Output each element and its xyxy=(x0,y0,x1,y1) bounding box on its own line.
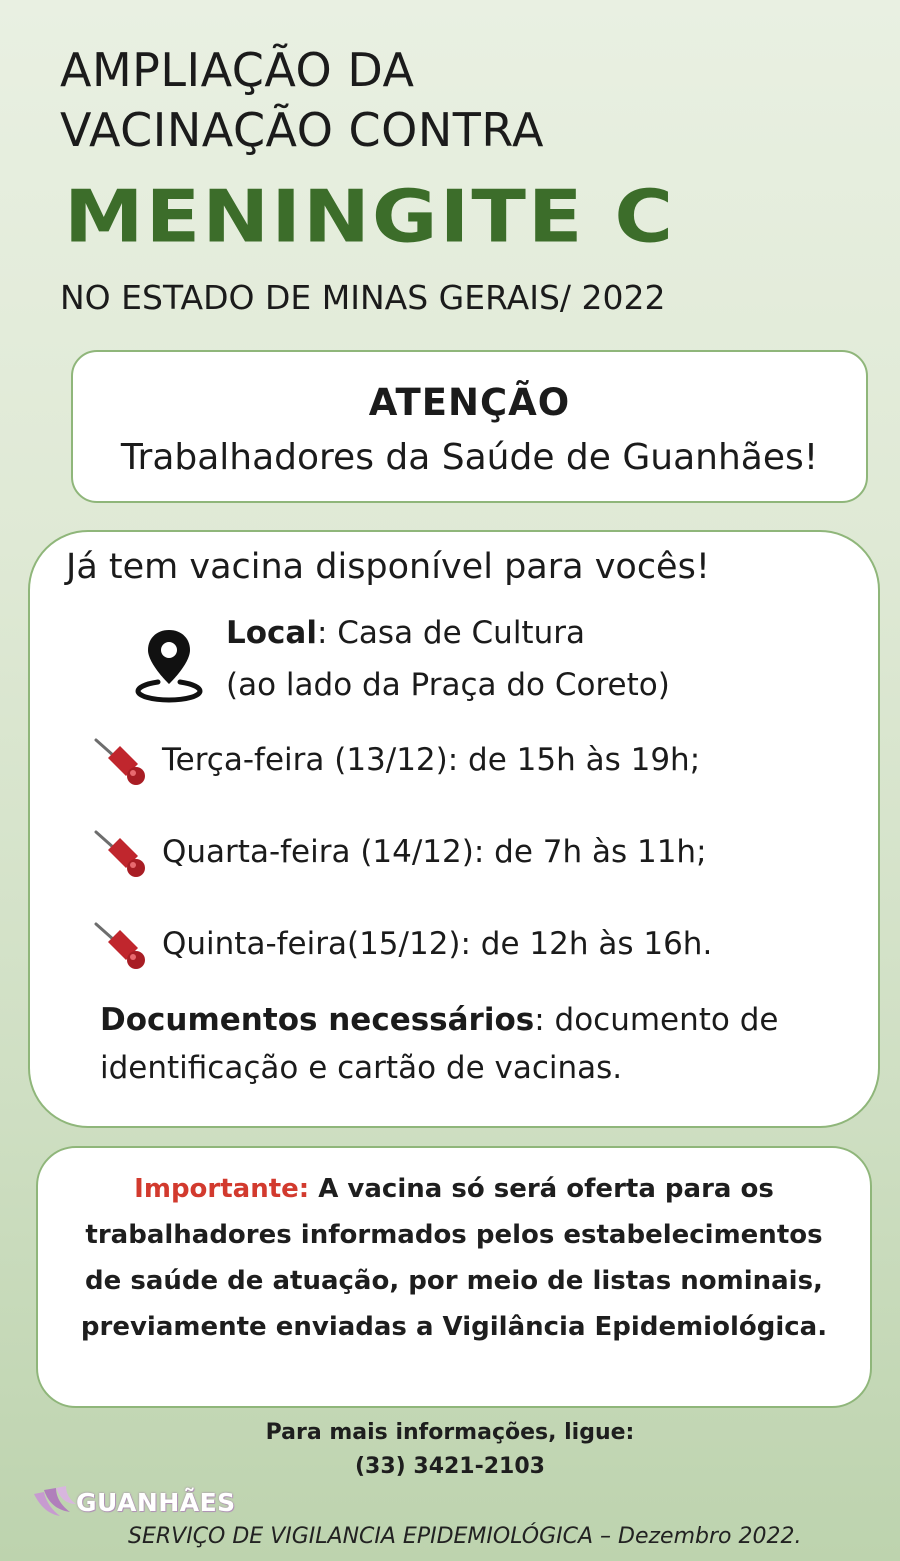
title-line-1: AMPLIAÇÃO DA xyxy=(60,43,415,97)
info-intro: Já tem vacina disponível para vocês! xyxy=(66,547,710,587)
info-card xyxy=(28,530,880,1128)
schedule-text: Terça-feira (13/12): de 15h às 19h; xyxy=(162,742,701,778)
schedule-row xyxy=(90,732,850,792)
docs-text: : documento de identificação e cartão de vacinas. xyxy=(100,1002,779,1086)
contact-line: Para mais informações, ligue: xyxy=(265,1420,635,1445)
important-body: A vacina só será oferta para os trabalhadores informados pelos estabelecimentos de saúde de atuação, por meio de listas nominais, previamente enviadas a Vigilância Epidemiológica. xyxy=(80,1174,828,1342)
contact-phone: (33) 3421-2103 xyxy=(355,1454,545,1479)
important-text xyxy=(64,1166,844,1350)
pushpin-icon xyxy=(90,826,148,878)
location-detail: (ao lado da Praça do Coreto) xyxy=(226,667,670,703)
location-value: : Casa de Cultura xyxy=(316,615,585,651)
location-pin-icon xyxy=(134,624,204,704)
location-label: Local xyxy=(226,615,317,651)
header xyxy=(60,40,860,160)
important-label: Importante: xyxy=(134,1174,310,1204)
headline: MENINGITE C xyxy=(64,174,676,259)
required-documents xyxy=(100,996,840,1092)
title-line-2: VACINAÇÃO CONTRA xyxy=(60,103,544,157)
schedule-text: Quarta-feira (14/12): de 7h às 11h; xyxy=(162,834,707,870)
pushpin-icon xyxy=(90,734,148,786)
important-card xyxy=(36,1146,872,1408)
subline: NO ESTADO DE MINAS GERAIS/ 2022 xyxy=(60,278,666,317)
attention-title: ATENÇÃO xyxy=(368,381,571,424)
pushpin-icon xyxy=(90,918,148,970)
schedule-row xyxy=(90,824,850,884)
logo-text: GUANHÃES xyxy=(76,1488,236,1517)
docs-label: Documentos necessários xyxy=(100,1002,535,1038)
contact-info xyxy=(0,1416,900,1484)
logo-mark-icon xyxy=(30,1484,78,1524)
location-line xyxy=(226,612,585,654)
schedule-text: Quinta-feira(15/12): de 12h às 16h. xyxy=(162,926,713,962)
schedule-row xyxy=(90,916,850,976)
attention-card xyxy=(71,350,868,503)
attention-subtitle: Trabalhadores da Saúde de Guanhães! xyxy=(120,437,819,478)
footer-credit: SERVIÇO DE VIGILANCIA EPIDEMIOLÓGICA – Dezembro 2022. xyxy=(128,1524,802,1549)
